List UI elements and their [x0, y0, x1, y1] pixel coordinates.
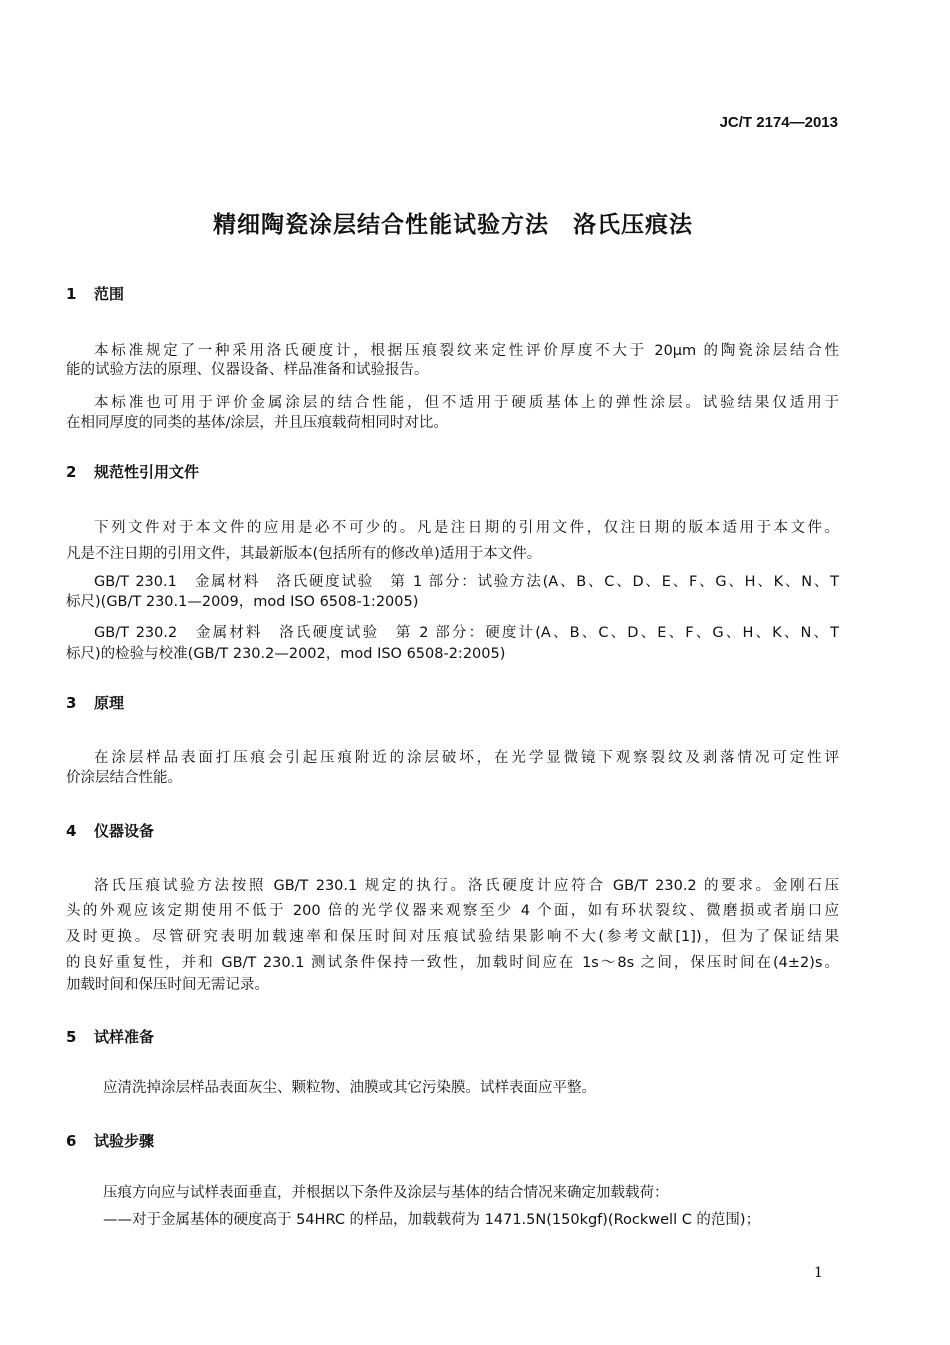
paragraph-line: 在涂层样品表面打压痕会引起压痕附近的涂层破坏，在光学显微镜下观察裂纹及剥落情况可定性评: [94, 750, 839, 766]
paragraph-line: 凡是不注日期的引用文件，其最新版本(包括所有的修改单)适用于本文件。: [66, 546, 542, 562]
section-title: 范围: [94, 285, 125, 303]
section-number: 2: [66, 463, 77, 481]
paragraph-line: 本标准也可用于评价金属涂层的结合性能，但不适用于硬质基体上的弹性涂层。试验结果仅适用于: [94, 395, 839, 411]
paragraph-line: 能的试验方法的原理、仪器设备、样品准备和试验报告。: [66, 362, 429, 378]
paragraph-line: 加载时间和保压时间无需记录。: [66, 977, 269, 993]
section-1-heading: [66, 283, 124, 304]
section-number: 1: [66, 285, 77, 303]
section-5-heading: [66, 1026, 154, 1047]
paragraph-line: 及时更换。尽管研究表明加载速率和保压时间对压痕试验结果影响不大(参考文献[1])，但为了保证结果: [66, 929, 839, 945]
paragraph-line: 的良好重复性，并和 GB/T 230.1 测试条件保持一致性，加载时间应在 1s～8s 之间，保压时间在(4±2)s。: [66, 955, 839, 971]
standard-code: JC/T 2174—2013: [719, 114, 838, 131]
paragraph-line: 价涂层结合性能。: [66, 770, 182, 786]
section-number: 6: [66, 1132, 77, 1150]
section-title: 规范性引用文件: [94, 463, 200, 481]
paragraph-line: 应清洗掉涂层样品表面灰尘、颗粒物、油膜或其它污染膜。试样表面应平整。: [103, 1080, 596, 1096]
paragraph-line: 压痕方向应与试样表面垂直，并根据以下条件及涂层与基体的结合情况来确定加载载荷：: [103, 1185, 669, 1201]
paragraph-line: 洛氏压痕试验方法按照 GB/T 230.1 规定的执行。洛氏硬度计应符合 GB/T 230.2 的要求。金刚石压: [94, 878, 839, 894]
paragraph-line: 本标准规定了一种采用洛氏硬度计，根据压痕裂纹来定性评价厚度不大于 20μm 的陶瓷涂层结合性: [94, 343, 839, 359]
section-number: 5: [66, 1028, 77, 1046]
paragraph-line: 头的外观应该定期使用不低于 200 倍的光学仪器来观察至少 4 个面，如有环状裂纹、微磨损或者崩口应: [66, 903, 839, 919]
section-3-heading: [66, 692, 124, 713]
section-title: 原理: [94, 694, 125, 712]
section-title: 试样准备: [94, 1028, 155, 1046]
reference-line: 标尺)(GB/T 230.1—2009，mod ISO 6508-1:2005): [66, 594, 419, 610]
document-title: 精细陶瓷涂层结合性能试验方法 洛氏压痕法: [213, 212, 693, 238]
reference-line: 标尺)的检验与校准(GB/T 230.2—2002，mod ISO 6508-2:2005): [66, 646, 506, 662]
list-item: ——对于金属基体的硬度高于 54HRC 的样品，加载载荷为 1471.5N(150kgf)(Rockwell C 的范围)；: [103, 1212, 761, 1228]
paragraph-line: 在相同厚度的同类的基体/涂层，并且压痕载荷相同时对比。: [66, 415, 448, 431]
reference-line: GB/T 230.2 金属材料 洛氏硬度试验 第 2 部分：硬度计(A、B、C、D、E、F、G、H、K、N、T: [94, 625, 839, 641]
section-number: 4: [66, 822, 77, 840]
section-2-heading: [66, 461, 199, 482]
reference-line: GB/T 230.1 金属材料 洛氏硬度试验 第 1 部分：试验方法(A、B、C、D、E、F、G、H、K、N、T: [94, 574, 839, 590]
section-title: 试验步骤: [94, 1132, 155, 1150]
section-4-heading: [66, 820, 154, 841]
section-6-heading: [66, 1130, 154, 1151]
paragraph-line: 下列文件对于本文件的应用是必不可少的。凡是注日期的引用文件，仅注日期的版本适用于本文件。: [94, 520, 839, 536]
section-number: 3: [66, 694, 77, 712]
page-number: 1: [814, 1265, 823, 1281]
section-title: 仪器设备: [94, 822, 155, 840]
